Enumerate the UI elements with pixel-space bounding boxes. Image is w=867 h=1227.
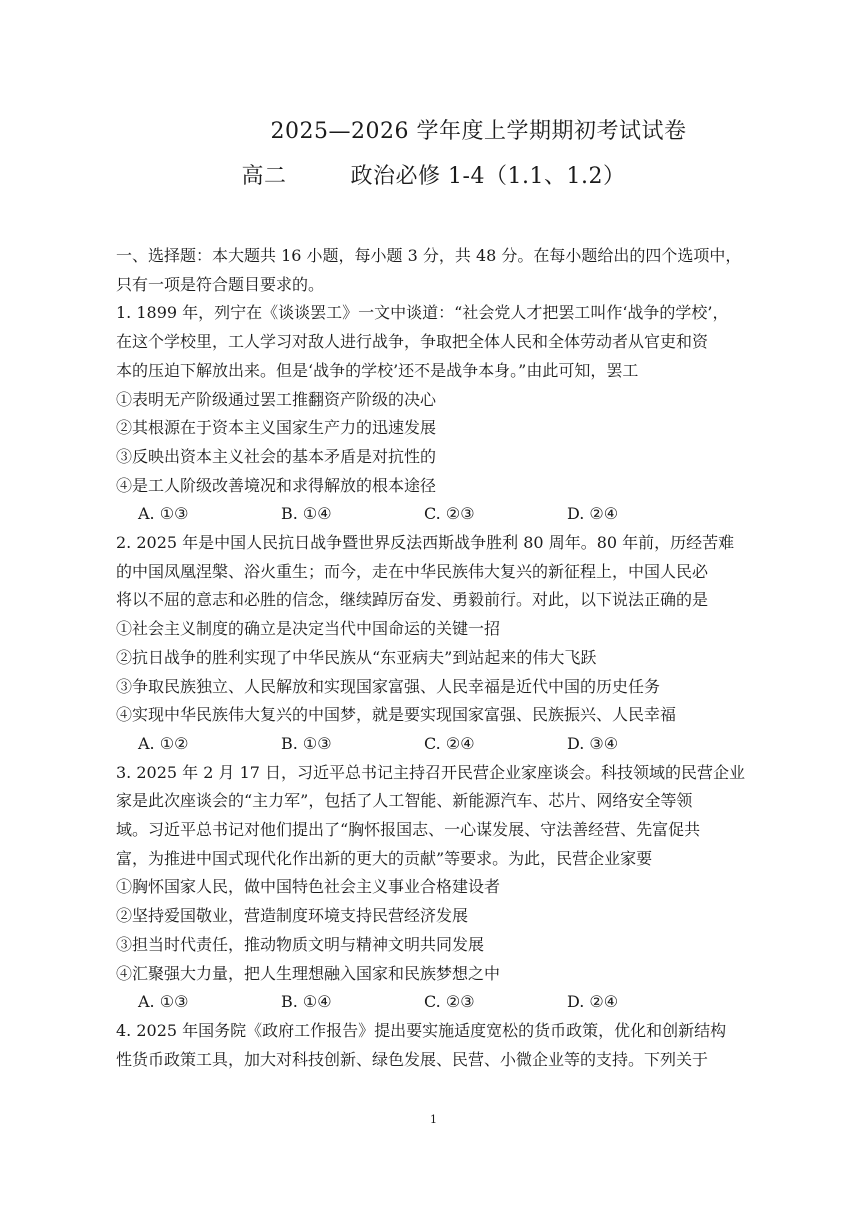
question-stem-line: 家是此次座谈会的“主力军”，包括了人工智能、新能源汽车、芯片、网络安全等领 (116, 791, 693, 811)
option-c: C. ②③ (424, 992, 475, 1012)
option-d: D. ③④ (567, 733, 619, 753)
question-1 (116, 299, 756, 529)
section-instruction-line: 一、选择题：本大题共 16 小题，每小题 3 分，共 48 分。在每小题给出的四个选项中， (116, 246, 742, 265)
statement-item: ②坚持爱国敬业，营造制度环境支持民营经济发展 (116, 906, 469, 926)
option-b: B. ①③ (281, 733, 332, 753)
section-instruction-line: 只有一项是符合题目要求的。 (116, 274, 325, 294)
question-4 (116, 1017, 756, 1074)
question-stem-line: 本的压迫下解放出来。但是‘战争的学校’还不是战争本身。”由此可知，罢工 (116, 360, 639, 380)
statement-item: ③担当时代责任，推动物质文明与精神文明共同发展 (116, 934, 485, 954)
statement-item: ②抗日战争的胜利实现了中华民族从“东亚病夫”到站起来的伟大飞跃 (116, 647, 597, 667)
answer-options (116, 730, 756, 759)
page-number: 1 (430, 1113, 437, 1126)
statement-item: ③争取民族独立、人民解放和实现国家富强、人民幸福是近代中国的历史任务 (116, 676, 661, 696)
option-a: A. ①② (138, 733, 189, 753)
grade-label: 高二 (241, 164, 287, 189)
subject-label: 政治必修 1-4（1.1、1.2） (350, 164, 626, 189)
option-d: D. ②④ (567, 504, 619, 524)
option-b: B. ①④ (281, 992, 332, 1012)
question-2 (116, 529, 756, 759)
option-a: A. ①③ (138, 504, 189, 524)
option-d: D. ②④ (567, 992, 619, 1012)
option-c: C. ②③ (424, 504, 475, 524)
answer-options (116, 500, 756, 529)
option-a: A. ①③ (138, 992, 189, 1012)
question-stem-line: 的中国凤凰涅槃、浴火重生；而今，走在中华民族伟大复兴的新征程上，中国人民必 (116, 561, 709, 581)
statement-item: ④实现中华民族伟大复兴的中国梦，就是要实现国家富强、民族振兴、人民幸福 (116, 705, 677, 725)
exam-subtitle (0, 159, 867, 190)
question-stem-line: 1. 1899 年，列宁在《谈谈罢工》一文中谈道：“社会党人才把罢工叫作‘战争的学校’， (116, 303, 729, 323)
exam-content (116, 242, 756, 1074)
statement-item: ①表明无产阶级通过罢工推翻资产阶级的决心 (116, 389, 437, 409)
statement-item: ④是工人阶级改善境况和求得解放的根本途径 (116, 475, 437, 495)
question-stem-line: 富，为推进中国式现代化作出新的更大的贡献”等要求。为此，民营企业家要 (116, 848, 653, 868)
question-stem-line: 性货币政策工具，加大对科技创新、绿色发展、民营、小微企业等的支持。下列关于 (116, 1049, 709, 1069)
question-stem-line: 在这个学校里，工人学习对敌人进行战争，争取把全体人民和全体劳动者从官吏和资 (116, 332, 709, 352)
question-stem-line: 3. 2025 年 2 月 17 日，习近平总书记主持召开民营企业家座谈会。科技领域的民营企业 (116, 762, 746, 782)
question-stem-line: 2. 2025 年是中国人民抗日战争暨世界反法西斯战争胜利 80 周年。80 年前，历经苦难 (116, 533, 735, 553)
question-stem-line: 域。习近平总书记对他们提出了“胸怀报国志、一心谋发展、守法善经营、先富促共 (116, 820, 701, 840)
statement-item: ①社会主义制度的确立是决定当代中国命运的关键一招 (116, 619, 501, 639)
exam-title: 2025—2026 学年度上学期期初考试试卷 (270, 119, 687, 144)
question-3 (116, 759, 756, 1017)
option-c: C. ②④ (424, 733, 475, 753)
statement-item: ②其根源在于资本主义国家生产力的迅速发展 (116, 418, 437, 438)
option-b: B. ①④ (281, 504, 332, 524)
answer-options (116, 988, 756, 1017)
statement-item: ①胸怀国家人民，做中国特色社会主义事业合格建设者 (116, 877, 501, 897)
statement-item: ④汇聚强大力量，把人生理想融入国家和民族梦想之中 (116, 963, 501, 983)
question-stem-line: 4. 2025 年国务院《政府工作报告》提出要实施适度宽松的货币政策，优化和创新结构 (116, 1020, 727, 1040)
question-stem-line: 将以不屈的意志和必胜的信念，继续踔厉奋发、勇毅前行。对此，以下说法正确的是 (116, 590, 709, 610)
statement-item: ③反映出资本主义社会的基本矛盾是对抗性的 (116, 446, 437, 466)
